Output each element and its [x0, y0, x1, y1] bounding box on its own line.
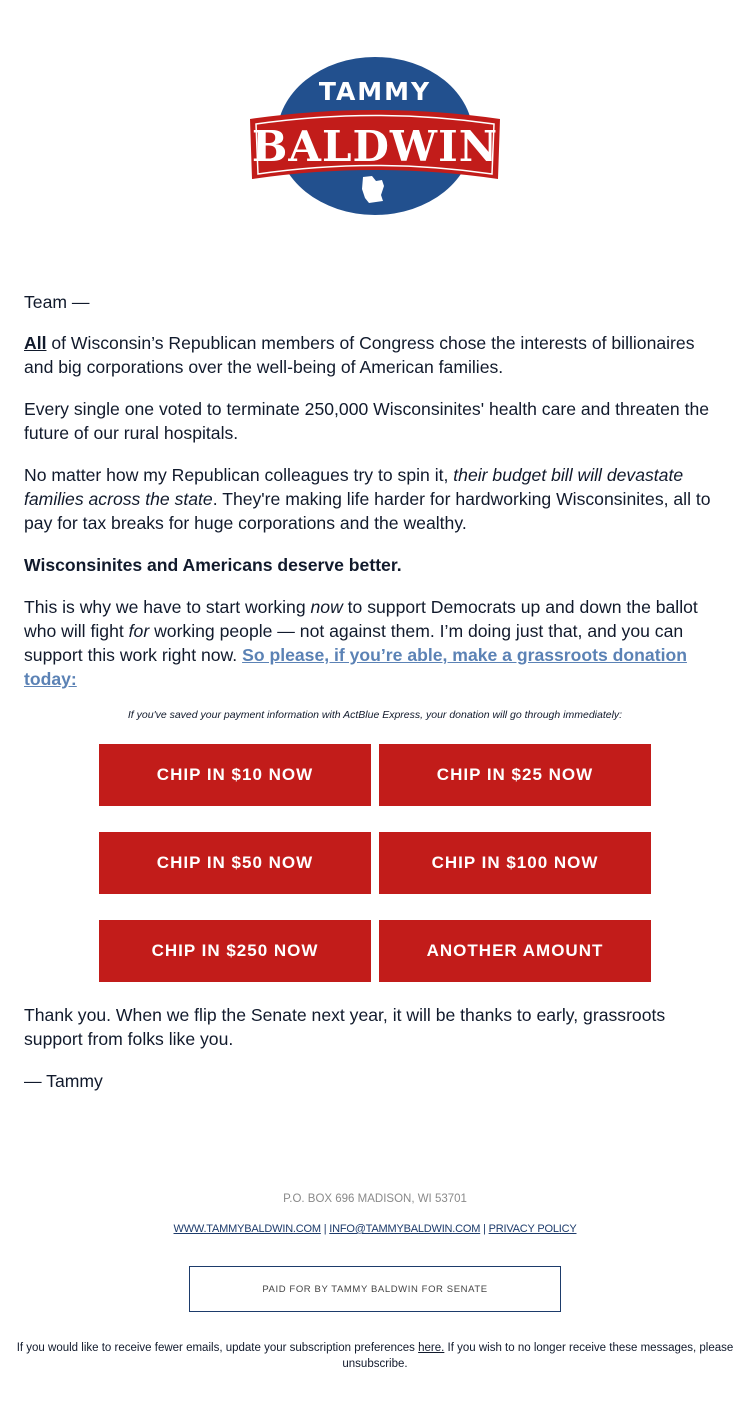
paragraph-4-bold: Wisconsinites and Americans deserve better.: [24, 555, 402, 575]
chip-in-25-button[interactable]: CHIP IN $25 NOW: [379, 744, 651, 806]
unsubscribe-text-a: If you would like to receive fewer emails, update your subscription preferences: [16, 1342, 419, 1354]
greeting: Team —: [24, 292, 90, 312]
link-separator: |: [480, 1223, 489, 1235]
privacy-policy-link[interactable]: PRIVACY POLICY: [488, 1223, 577, 1235]
paragraph-5-now: now: [310, 597, 343, 617]
paragraph-5-for: for: [128, 621, 150, 641]
chip-in-50-button[interactable]: CHIP IN $50 NOW: [99, 832, 371, 894]
website-link[interactable]: WWW.TAMMYBALDWIN.COM: [173, 1223, 321, 1235]
closing: [24, 1003, 728, 1111]
footer-links: [0, 1223, 750, 1235]
signoff: — Tammy: [24, 1071, 103, 1091]
unsubscribe-text-b: If you wish to no longer receive these messages, please unsubscribe.: [342, 1342, 734, 1370]
paragraph-5-b: to support Democrats up and down the ballot who will fight: [24, 597, 698, 641]
email-link[interactable]: INFO@TAMMYBALDWIN.COM: [329, 1223, 481, 1235]
donate-link[interactable]: So please, if you’re able, make a grassroots donation today:: [24, 645, 687, 689]
link-separator: |: [320, 1223, 330, 1235]
emphasis-all: All: [24, 333, 47, 353]
another-amount-button[interactable]: ANOTHER AMOUNT: [379, 920, 651, 982]
campaign-logo: [248, 55, 502, 217]
paragraph-3: [24, 463, 728, 535]
paragraph-2: Every single one voted to terminate 250,000 Wisconsinites' health care and threaten the future of our rural hospitals.: [24, 399, 710, 443]
preferences-here-link[interactable]: here.: [418, 1342, 445, 1354]
chip-in-250-button[interactable]: CHIP IN $250 NOW: [99, 920, 371, 982]
paid-for-text: PAID FOR BY TAMMY BALDWIN FOR SENATE: [262, 1283, 488, 1295]
paragraph-1: [24, 331, 728, 379]
actblue-express-note: If you've saved your payment information with ActBlue Express, your donation will go through immediately:: [127, 709, 623, 721]
paid-for-disclaimer: [189, 1266, 561, 1312]
paragraph-3-end: . They're making life harder for hardworking Wisconsinites, all to pay for tax breaks for huge corporations and the wealthy.: [24, 489, 711, 533]
logo-main-text: BALDWIN: [251, 122, 499, 171]
logo-graphic: [248, 55, 502, 217]
paragraph-1-text: of Wisconsin’s Republican members of Congress chose the interests of billionaires and big corporations over the well-being of American families.: [24, 333, 695, 377]
thank-you-paragraph: Thank you. When we flip the Senate next year, it will be thanks to early, grassroots support from folks like you.: [24, 1005, 666, 1049]
mailing-address: P.O. BOX 696 MADISON, WI 53701: [283, 1193, 467, 1205]
chip-in-100-button[interactable]: CHIP IN $100 NOW: [379, 832, 651, 894]
paragraph-3-italic: their budget bill will devastate families across the state: [24, 465, 684, 509]
email-body: [24, 290, 728, 709]
unsubscribe-notice: [16, 1340, 734, 1372]
paragraph-5: [24, 595, 728, 691]
chip-in-10-button[interactable]: CHIP IN $10 NOW: [99, 744, 371, 806]
paragraph-3-start: No matter how my Republican colleagues try to spin it,: [24, 465, 454, 485]
logo-top-text: TAMMY: [318, 77, 432, 106]
paragraph-5-a: This is why we have to start working: [24, 597, 311, 617]
paragraph-5-c: working people — not against them. I’m doing just that, and you can support this work right now.: [24, 621, 684, 665]
